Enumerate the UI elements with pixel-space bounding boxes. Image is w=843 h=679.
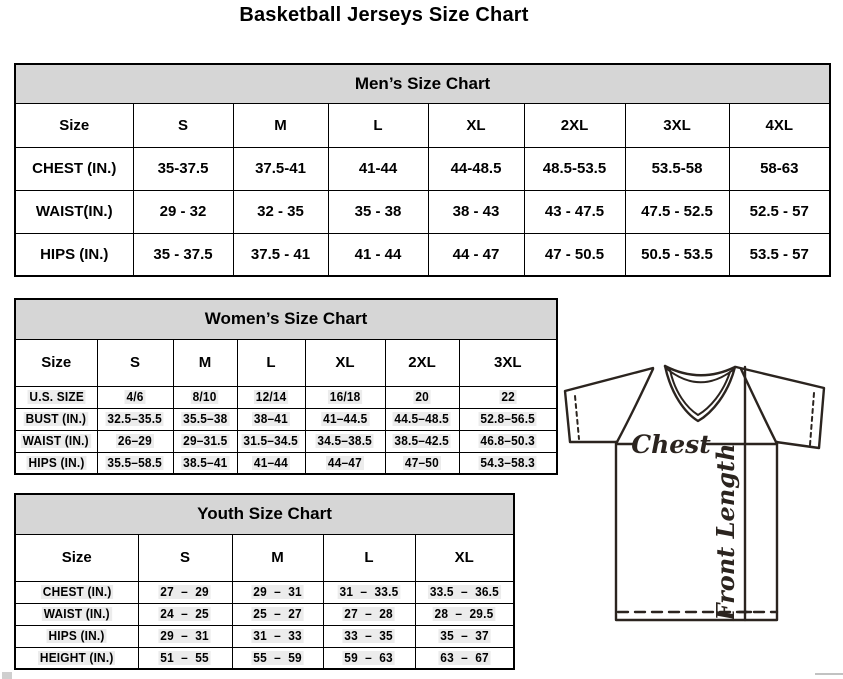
column-header: M (173, 339, 237, 386)
table-cell (328, 233, 428, 276)
cell-value: 27 – 28 (344, 607, 394, 621)
row-label-cell (15, 647, 138, 669)
cell-value: 35.5–58.5 (107, 455, 163, 470)
cell-value: 29 – 31 (253, 585, 302, 599)
table-cell (415, 647, 514, 669)
row-label: U.S. SIZE (28, 390, 84, 404)
table-cell (133, 190, 233, 233)
cell-value: 32.5–35.5 (107, 412, 163, 426)
cell-value: 52.5 - 57 (749, 203, 809, 220)
table-cell (237, 408, 305, 430)
row-label: HIPS (IN.) (28, 455, 85, 470)
cell-value: 29 – 31 (160, 629, 210, 643)
cell-value: 53.5-58 (651, 160, 703, 177)
cell-value: 44 - 47 (452, 245, 500, 263)
table-cell (233, 147, 328, 190)
cell-value: 29 - 32 (159, 203, 207, 220)
cell-value: 53.5 - 57 (749, 245, 809, 263)
table-cell (232, 647, 323, 669)
row-label-cell (15, 233, 133, 276)
page-title: Basketball Jerseys Size Chart (239, 4, 529, 26)
cell-value: 31.5–34.5 (243, 434, 299, 448)
table-cell (323, 647, 415, 669)
right-cuff-dashed-line (810, 393, 814, 445)
row-label-cell (15, 603, 138, 625)
table-row (15, 647, 514, 669)
womens-size-chart-table (14, 298, 558, 475)
table-cell (459, 386, 557, 408)
cell-value: 44.5–48.5 (394, 412, 450, 426)
table-row (15, 625, 514, 647)
cell-value: 47–50 (405, 455, 439, 470)
table-cell (173, 408, 237, 430)
cell-value: 12/14 (255, 390, 287, 404)
column-header-row (15, 534, 514, 581)
table-cell (385, 408, 459, 430)
column-header: L (328, 103, 428, 147)
column-header: 2XL (524, 103, 625, 147)
column-header-row (15, 103, 830, 147)
column-header: 3XL (625, 103, 729, 147)
cell-value: 35 – 37 (439, 629, 489, 643)
table-cell (97, 430, 173, 452)
column-header: 3XL (459, 339, 557, 386)
column-header-size: Size (15, 103, 133, 147)
table-cell (524, 233, 625, 276)
table-cell (173, 452, 237, 474)
table-cell (428, 190, 524, 233)
table-cell (237, 452, 305, 474)
row-label-cell (15, 190, 133, 233)
row-label: CHEST (IN.) (32, 160, 117, 177)
table-cell (415, 603, 514, 625)
column-header: XL (415, 534, 514, 581)
jersey-body-outline (616, 442, 777, 620)
table-cell (415, 581, 514, 603)
table-cell (323, 581, 415, 603)
column-header: XL (428, 103, 524, 147)
cell-value: 35 - 37.5 (153, 245, 213, 263)
cell-value: 32 - 35 (257, 203, 304, 220)
table-cell (524, 147, 625, 190)
cell-value: 27 – 29 (160, 585, 210, 599)
cell-value: 35 - 38 (354, 203, 402, 220)
jersey-outline-svg (555, 360, 840, 628)
cell-value: 31 – 33 (253, 629, 302, 643)
column-header-size: Size (15, 339, 97, 386)
cell-value: 38.5–41 (182, 455, 228, 470)
cell-value: 47.5 - 52.5 (641, 203, 713, 220)
cell-value: 48.5-53.5 (542, 160, 607, 177)
row-label: WAIST (IN.) (43, 607, 110, 621)
table-cell (328, 190, 428, 233)
cell-value: 34.5–38.5 (317, 434, 373, 448)
cell-value: 35.5–38 (182, 412, 228, 426)
cell-value: 41–44 (254, 455, 288, 470)
cell-value: 4/6 (126, 390, 144, 404)
column-header-size: Size (15, 534, 138, 581)
table-cell (729, 190, 830, 233)
table-cell (305, 408, 385, 430)
table-cell (173, 430, 237, 452)
cell-value: 38 - 43 (452, 203, 500, 220)
front-length-label: Front Length (711, 443, 740, 621)
cell-value: 50.5 - 53.5 (641, 245, 713, 263)
cell-value: 33 – 35 (344, 629, 394, 643)
row-label: WAIST (IN.) (23, 434, 90, 448)
table-cell (625, 147, 729, 190)
table-cell (232, 625, 323, 647)
table-row (15, 452, 557, 474)
row-label: HIPS (IN.) (48, 629, 105, 643)
cell-value: 33.5 – 36.5 (429, 585, 499, 599)
table-cell (459, 408, 557, 430)
table-cell (138, 603, 232, 625)
table-cell (138, 581, 232, 603)
table-cell (729, 233, 830, 276)
column-header: 2XL (385, 339, 459, 386)
column-header: XL (305, 339, 385, 386)
table-row (15, 147, 830, 190)
cell-value: 58-63 (760, 160, 799, 177)
row-label: CHEST (IN.) (42, 585, 112, 599)
table-row (15, 386, 557, 408)
row-label-cell (15, 625, 138, 647)
jersey-right-armhole-seam (741, 369, 776, 442)
row-label: BUST (IN.) (25, 412, 87, 426)
cell-value: 20 (415, 390, 429, 404)
table-cell (305, 452, 385, 474)
table-cell (323, 625, 415, 647)
table-cell (237, 430, 305, 452)
table-cell (237, 386, 305, 408)
table-cell (328, 147, 428, 190)
row-label-cell (15, 147, 133, 190)
cell-value: 38.5–42.5 (394, 434, 450, 448)
cell-value: 52.8–56.5 (480, 412, 536, 426)
cell-value: 25 – 27 (253, 607, 302, 621)
cell-value: 44-48.5 (450, 160, 502, 177)
mens-size-chart-table (14, 63, 831, 277)
column-header-row (15, 339, 557, 386)
cell-value: 26–29 (118, 434, 152, 448)
table-cell (97, 452, 173, 474)
left-cuff-dashed-line (575, 396, 579, 439)
cell-value: 22 (500, 390, 515, 404)
row-label-cell (15, 386, 97, 408)
cell-value: 38–41 (254, 412, 288, 426)
table-cell (133, 233, 233, 276)
row-label: HIPS (IN.) (40, 245, 109, 263)
table-title: Women’s Size Chart (15, 299, 557, 339)
table-cell (459, 452, 557, 474)
table-cell (385, 452, 459, 474)
cell-value: 51 – 55 (160, 650, 210, 665)
cell-value: 35-37.5 (157, 160, 209, 177)
table-cell (97, 386, 173, 408)
cell-value: 54.3–58.3 (480, 455, 536, 470)
column-header: S (97, 339, 173, 386)
bottom-right-artifact (815, 673, 843, 675)
table-cell (233, 233, 328, 276)
bottom-left-artifact (2, 672, 12, 679)
row-label-cell (15, 581, 138, 603)
table-cell (305, 386, 385, 408)
table-row (15, 581, 514, 603)
table-cell (305, 430, 385, 452)
cell-value: 46.8–50.3 (480, 434, 536, 448)
cell-value: 29–31.5 (182, 434, 228, 448)
cell-value: 31 – 33.5 (339, 585, 399, 599)
table-row (15, 603, 514, 625)
table-cell (428, 147, 524, 190)
table-cell (524, 190, 625, 233)
cell-value: 44–47 (328, 455, 362, 470)
row-label: WAIST(IN.) (35, 203, 113, 220)
column-header: S (138, 534, 232, 581)
cell-value: 41-44 (358, 160, 398, 177)
table-cell (415, 625, 514, 647)
table-cell (625, 233, 729, 276)
cell-value: 43 - 47.5 (544, 203, 605, 220)
row-label-cell (15, 408, 97, 430)
column-header: M (233, 103, 328, 147)
row-label-cell (15, 430, 97, 452)
youth-size-chart-table (14, 493, 515, 670)
row-label-cell (15, 452, 97, 474)
cell-value: 16/18 (329, 390, 361, 404)
column-header: S (133, 103, 233, 147)
table-cell (729, 147, 830, 190)
column-header: M (232, 534, 323, 581)
cell-value: 47 - 50.5 (544, 245, 605, 263)
table-cell (428, 233, 524, 276)
table-row (15, 190, 830, 233)
table-cell (323, 603, 415, 625)
cell-value: 24 – 25 (160, 607, 210, 621)
column-header: L (237, 339, 305, 386)
table-cell (97, 408, 173, 430)
table-row (15, 408, 557, 430)
row-label: HEIGHT (IN.) (39, 650, 114, 665)
table-row (15, 233, 830, 276)
table-cell (385, 386, 459, 408)
table-row (15, 430, 557, 452)
table-cell (385, 430, 459, 452)
table-cell (173, 386, 237, 408)
table-cell (232, 581, 323, 603)
table-cell (138, 647, 232, 669)
cell-value: 59 – 63 (344, 650, 394, 665)
cell-value: 41–44.5 (322, 412, 368, 426)
table-title: Men’s Size Chart (15, 64, 830, 103)
cell-value: 55 – 59 (253, 650, 302, 665)
table-cell (232, 603, 323, 625)
cell-value: 63 – 67 (439, 650, 489, 665)
table-cell (459, 430, 557, 452)
column-header: L (323, 534, 415, 581)
table-cell (133, 147, 233, 190)
table-cell (625, 190, 729, 233)
chest-label: Chest (631, 430, 711, 459)
cell-value: 8/10 (193, 390, 217, 404)
cell-value: 37.5 - 41 (250, 245, 311, 263)
column-header: 4XL (729, 103, 830, 147)
cell-value: 28 – 29.5 (434, 607, 494, 621)
cell-value: 41 - 44 (354, 245, 402, 263)
cell-value: 37.5-41 (255, 160, 306, 177)
table-cell (138, 625, 232, 647)
table-title: Youth Size Chart (15, 494, 514, 534)
table-cell (233, 190, 328, 233)
jersey-measurement-diagram (555, 360, 840, 628)
